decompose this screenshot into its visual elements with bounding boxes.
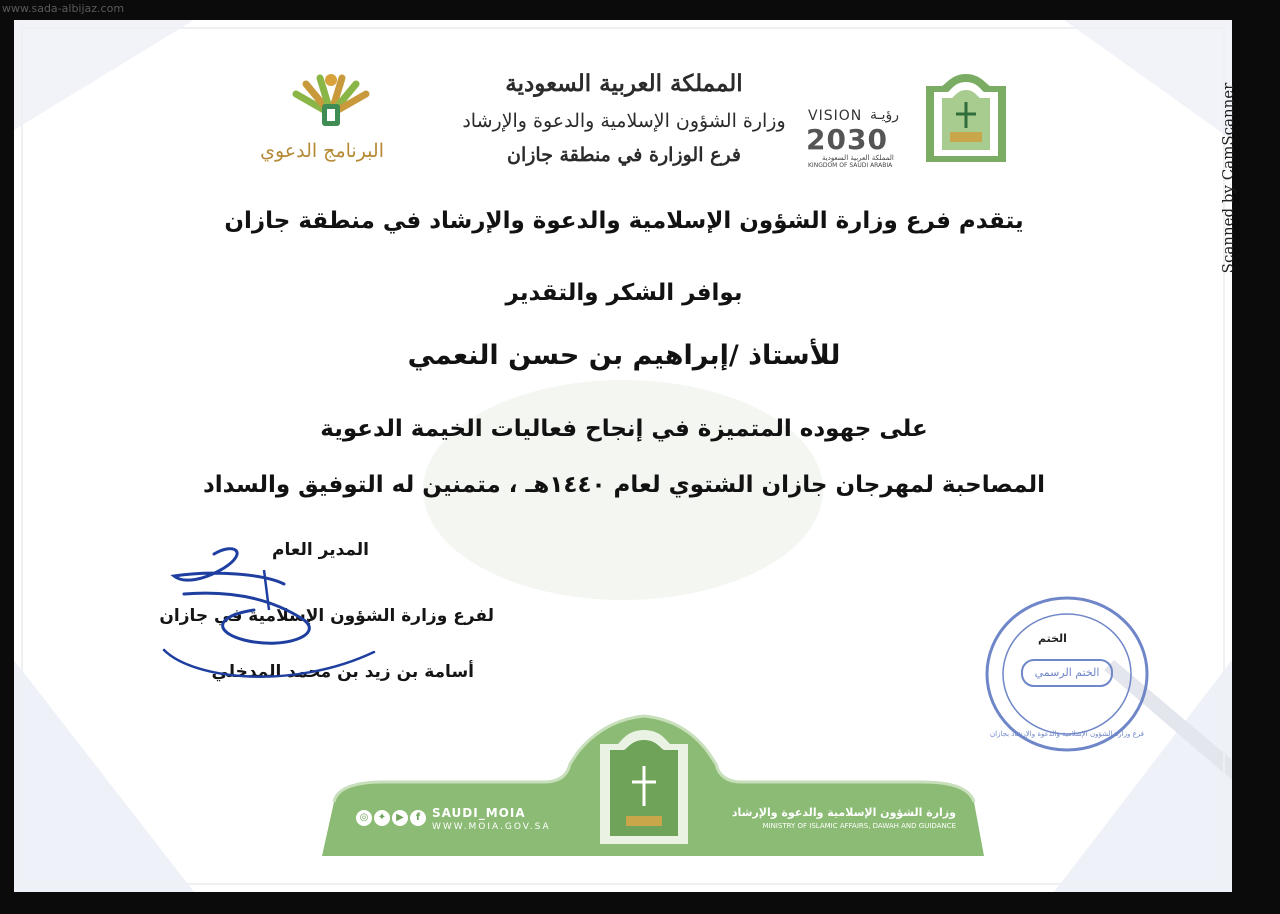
vision-arabic: رؤيـة: [870, 107, 900, 123]
signatory-name: أسامة بن زيد بن محمد المدخلي: [211, 662, 474, 682]
certificate-page: [14, 20, 1232, 892]
official-stamp: [982, 594, 1152, 754]
stamp-label: الختم: [1038, 632, 1067, 645]
footer-website[interactable]: WWW.MOIA.GOV.SA: [432, 822, 551, 832]
vision-kingdom-en: KINGDOM OF SAUDI ARABIA: [808, 162, 893, 169]
scanner-watermark: [1218, 68, 1238, 288]
header-branch: فرع الوزارة في منطقة جازان: [507, 144, 741, 166]
program-logo-text: البرنامج الدعوي: [260, 140, 384, 162]
vision-2030-logo: [804, 106, 924, 169]
handwritten-signature: [154, 540, 454, 690]
vision-kingdom-ar: المملكة العربية السعودية: [822, 154, 894, 162]
signatory-title: المدير العام: [272, 540, 369, 560]
footer-handle: SAUDI_MOIA: [432, 806, 526, 820]
vision-year: 2030: [806, 123, 888, 156]
instagram-icon[interactable]: ◎: [356, 810, 372, 826]
recipient-name: للأستاذ /إبراهيم بن حسن النعمي: [407, 340, 841, 371]
site-watermark: www.sada-albijaz.com: [2, 2, 125, 15]
thanks-line: بوافر الشكر والتقدير: [505, 280, 743, 306]
footer-banner: [304, 706, 1004, 866]
dawah-program-logo: [260, 64, 386, 174]
footer-ministry-ar: وزارة الشؤون الإسلامية والدعوة والإرشاد: [731, 806, 956, 819]
festival-line: المصاحبة لمهرجان جازان الشتوي لعام ١٤٤٠هـ ، متمنين له التوفيق والسداد: [202, 472, 1046, 498]
social-icons: [356, 810, 426, 828]
reason-line: على جهوده المتميزة في إنجاح فعاليات الخيمة الدعوية: [320, 416, 928, 442]
intro-line: يتقدم فرع وزارة الشؤون الإسلامية والدعوة والإرشاد في منطقة جازان: [224, 208, 1024, 234]
header-ministry: وزارة الشؤون الإسلامية والدعوة والإرشاد: [462, 110, 786, 132]
vision-latin: VISION: [808, 108, 863, 124]
footer-ministry-en: MINISTRY OF ISLAMIC AFFAIRS, DAWAH AND GUIDANCE: [762, 822, 956, 830]
twitter-icon[interactable]: ✦: [374, 810, 390, 826]
youtube-icon[interactable]: ▶: [392, 810, 408, 826]
stamp-inner-text: الختم الرسمي: [1034, 666, 1100, 679]
scanner-label: Scanned by CamScanner: [1219, 82, 1237, 274]
header-kingdom: المملكة العربية السعودية: [505, 70, 743, 97]
facebook-icon[interactable]: f: [410, 810, 426, 826]
sunburst-icon: [276, 64, 386, 144]
signatory-org: لفرع وزارة الشؤون الإسلامية في جازان: [159, 606, 494, 626]
stamp-ring-text: فرع وزارة الشؤون الإسلامية والدعوة والإرشاد بجازان: [989, 730, 1144, 738]
ministry-emblem-icon: [920, 70, 1012, 166]
